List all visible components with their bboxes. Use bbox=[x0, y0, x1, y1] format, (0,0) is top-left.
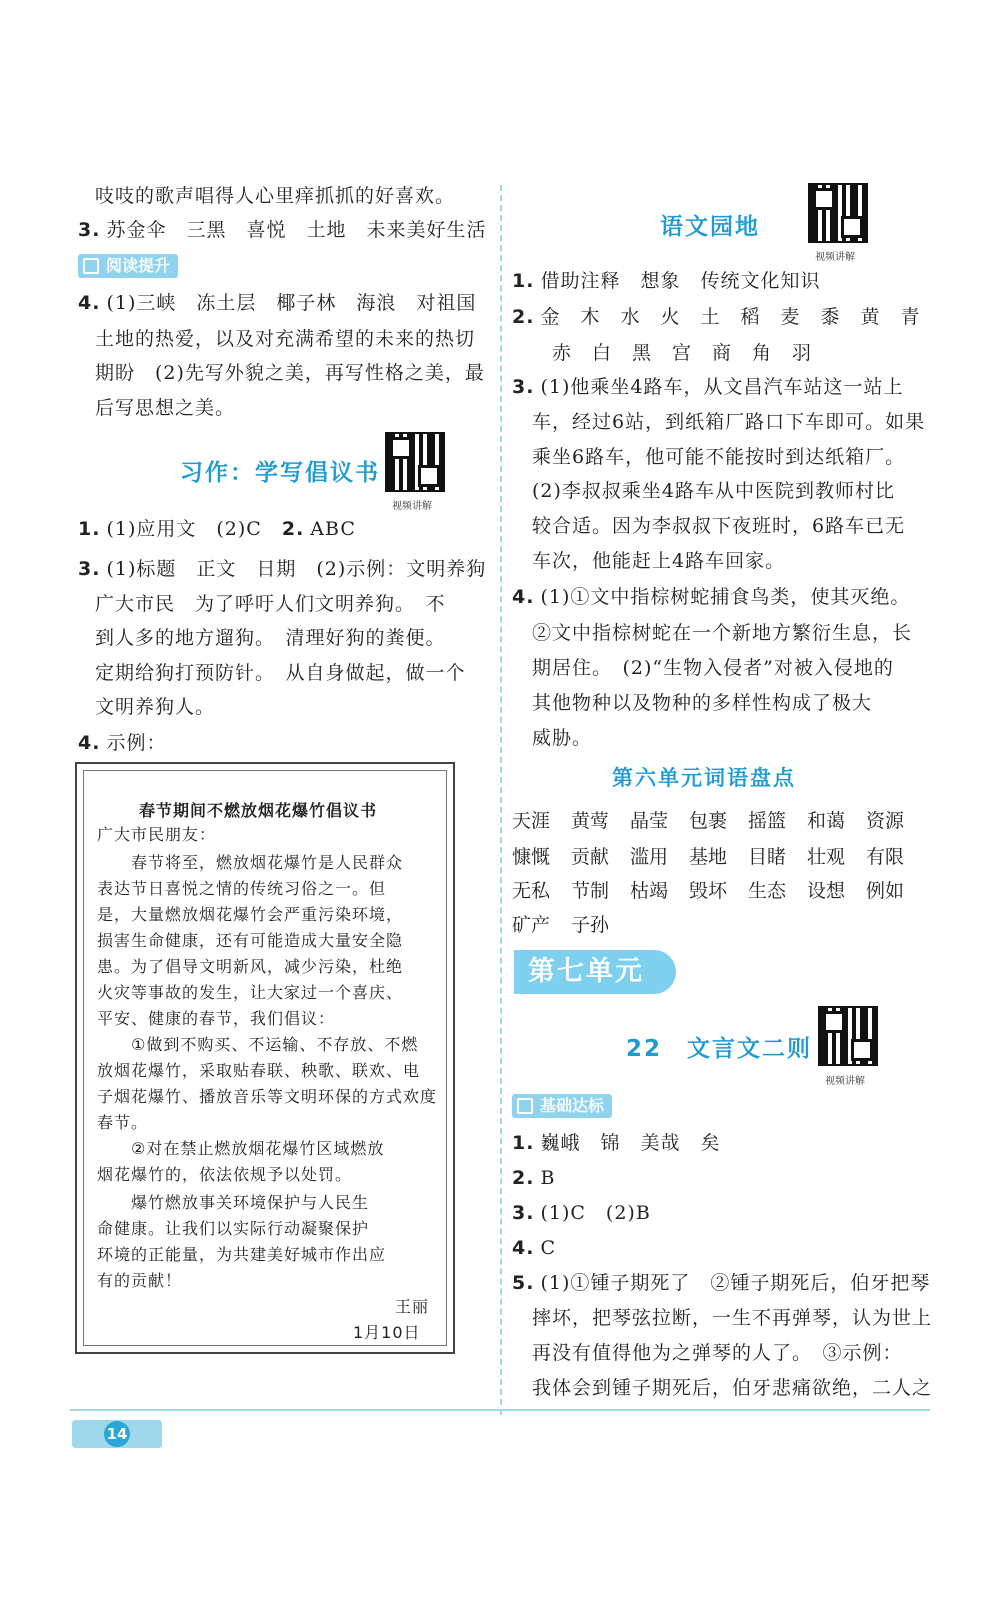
answer-line: 再没有值得他为之弹琴的人了。 ③示例： bbox=[532, 1342, 903, 1364]
letter-line: 放烟花爆竹，采取贴春联、秧歌、联欢、电 bbox=[97, 1061, 421, 1080]
answer-line: 车，经过6站，到纸箱厂路口下车即可。如果 bbox=[532, 411, 926, 433]
vocab-word: 黄莺 bbox=[571, 810, 610, 832]
letter-title: 春节期间不燃放烟花爆竹倡议书 bbox=[139, 801, 378, 820]
vocab-word: 设想 bbox=[807, 880, 846, 902]
vocab-word: 节制 bbox=[571, 880, 610, 902]
letter-date: 1月10日 bbox=[353, 1323, 421, 1342]
letter-line: 损害生命健康，还有可能造成大量安全隐 bbox=[97, 931, 404, 950]
vocab-word: 贡献 bbox=[571, 846, 610, 868]
answer-line: 定期给狗打预防针。 从自身做起，做一个 bbox=[95, 662, 466, 684]
vocab-word: 和蔼 bbox=[807, 810, 846, 832]
page-number: 14 bbox=[104, 1421, 130, 1447]
letter-line: 火灾等事故的发生，让大家过一个喜庆、 bbox=[97, 983, 404, 1002]
letter-line: 是，大量燃放烟花爆竹会严重污染环境， bbox=[97, 905, 404, 924]
vocab-word: 无私 bbox=[512, 880, 551, 902]
answer-line: 其他物种以及物种的多样性构成了极大 bbox=[532, 692, 873, 714]
vocab-word: 有限 bbox=[866, 846, 905, 868]
letter-line: ①做到不购买、不运输、不存放、不燃 bbox=[97, 1035, 419, 1054]
section-title-garden: 语文园地 bbox=[660, 214, 760, 240]
writing-answer-3: 3. (1)标题 正文 日期 (2)示例：文明养狗 bbox=[78, 558, 487, 580]
letter-line: 表达节日喜悦之情的传统习俗之一。但 bbox=[97, 879, 387, 898]
garden-answer-1: 1. 借助注释 想象 传统文化知识 bbox=[512, 270, 821, 292]
answer-line: 文明养狗人。 bbox=[95, 696, 216, 718]
lesson-answer-1: 1. 巍峨 锦 美哉 矣 bbox=[512, 1132, 721, 1154]
answer-line: 期居住。 (2)“生物入侵者”对被入侵地的 bbox=[532, 657, 894, 679]
vocab-word: 例如 bbox=[866, 880, 905, 902]
vocab-word: 壮观 bbox=[807, 846, 846, 868]
garden-answer-2: 2. 金 木 水 火 土 稻 麦 黍 黄 青 bbox=[512, 306, 921, 328]
answer-line: (2)李叔叔乘坐4路车从中医院到教师村比 bbox=[532, 480, 896, 502]
answer-4: 4. (1)三峡 冻土层 椰子林 海浪 对祖国 bbox=[78, 292, 477, 314]
answer-line: 吱吱的歌声唱得人心里痒抓抓的好喜欢。 bbox=[95, 185, 456, 207]
vocab-word: 生态 bbox=[748, 880, 787, 902]
answer-line: 到人多的地方遛狗。 清理好狗的粪便。 bbox=[95, 627, 446, 649]
footer-rule bbox=[70, 1409, 930, 1411]
garden-answer-3: 3. (1)他乘坐4路车，从文昌汽车站这一站上 bbox=[512, 376, 904, 398]
letter-line: 患。为了倡导文明新风，减少污染，杜绝 bbox=[97, 957, 404, 976]
vocab-row bbox=[512, 806, 925, 833]
qr-caption: 视频讲解 bbox=[825, 1076, 865, 1087]
book-icon bbox=[83, 258, 99, 274]
letter-line: 有的贡献！ bbox=[97, 1271, 183, 1290]
page-number-badge bbox=[72, 1420, 162, 1448]
answer-line: 较合适。因为李叔叔下夜班时，6路车已无 bbox=[532, 515, 906, 537]
vocab-word: 天涯 bbox=[512, 810, 551, 832]
letter-line: ②对在禁止燃放烟花爆竹区域燃放 bbox=[97, 1139, 385, 1158]
vocab-word: 子孙 bbox=[571, 914, 610, 936]
letter-line: 环境的正能量，为共建美好城市作出应 bbox=[97, 1245, 387, 1264]
writing-answer-4: 4. 示例： bbox=[78, 732, 167, 754]
letter-signature: 王丽 bbox=[395, 1297, 430, 1316]
lesson-answer-5: 5. (1)①锺子期死了 ②锺子期死后，伯牙把琴 bbox=[512, 1272, 931, 1294]
section-title-vocab: 第六单元词语盘点 bbox=[612, 766, 796, 790]
answer-line: 期盼 (2)先写外貌之美，再写性格之美，最 bbox=[95, 362, 485, 384]
lesson-answer-4: 4. C bbox=[512, 1237, 556, 1259]
answer-line: 威胁。 bbox=[532, 727, 593, 749]
lesson-answer-2: 2. B bbox=[512, 1167, 556, 1189]
letter-line: 命健康。让我们以实际行动凝聚保护 bbox=[97, 1219, 370, 1238]
vocab-word: 基地 bbox=[689, 846, 728, 868]
proposal-letter bbox=[75, 762, 455, 1354]
answer-line: 摔坏，把琴弦拉断，一生不再弹琴，认为世上 bbox=[532, 1307, 933, 1329]
vocab-word: 滥用 bbox=[630, 846, 669, 868]
answer-line: 赤 白 黑 宫 商 角 羽 bbox=[552, 342, 813, 364]
letter-line: 子烟花爆竹、播放音乐等文明环保的方式欢度 bbox=[97, 1087, 438, 1106]
section-title-writing: 习作：学写倡议书 bbox=[180, 460, 380, 486]
answer-line: 乘坐6路车，他可能不能按时到达纸箱厂。 bbox=[532, 446, 906, 468]
vocab-word: 目睹 bbox=[748, 846, 787, 868]
answer-line: 广大市民 为了呼吁人们文明养狗。 不 bbox=[95, 593, 446, 615]
basic-tag: 基础达标 bbox=[512, 1094, 612, 1118]
letter-greeting: 广大市民朋友： bbox=[97, 825, 217, 844]
garden-answer-4: 4. (1)①文中指棕树蛇捕食鸟类，使其灭绝。 bbox=[512, 586, 911, 608]
lesson-answer-3: 3. (1)C (2)B bbox=[512, 1202, 651, 1224]
lesson-title: 22 文言文二则 bbox=[626, 1036, 813, 1062]
vocab-word: 晶莹 bbox=[630, 810, 669, 832]
vocab-word: 矿产 bbox=[512, 914, 551, 936]
qr-caption: 视频讲解 bbox=[392, 501, 432, 512]
vocab-row bbox=[512, 876, 925, 903]
answer-line: 后写思想之美。 bbox=[95, 397, 236, 419]
answer-line: 车次，他能赶上4路车回家。 bbox=[532, 550, 786, 572]
vocab-row bbox=[512, 842, 925, 869]
letter-line: 平安、健康的春节，我们倡议： bbox=[97, 1009, 336, 1028]
writing-answer-1: 1. (1)应用文 (2)C 2. ABC bbox=[78, 518, 356, 540]
reading-tag: 阅读提升 bbox=[78, 254, 178, 278]
qr-caption: 视频讲解 bbox=[815, 252, 855, 263]
answer-3: 3. 苏金伞 三黑 喜悦 土地 未来美好生活 bbox=[78, 219, 487, 241]
letter-line: 春节将至，燃放烟花爆竹是人民群众 bbox=[97, 853, 404, 872]
letter-line: 烟花爆竹的，依法依规予以处罚。 bbox=[97, 1165, 353, 1184]
answer-line: 土地的热爱，以及对充满希望的未来的热切 bbox=[95, 328, 476, 350]
vocab-word: 资源 bbox=[866, 810, 905, 832]
column-divider bbox=[500, 185, 502, 1415]
vocab-word: 毁坏 bbox=[689, 880, 728, 902]
unit-banner: 第七单元 bbox=[514, 950, 676, 994]
answer-line: 我体会到锺子期死后，伯牙悲痛欲绝，二人之 bbox=[532, 1377, 933, 1399]
letter-line: 春节。 bbox=[97, 1113, 149, 1132]
qr-code-icon[interactable] bbox=[385, 432, 445, 492]
qr-code-icon[interactable] bbox=[818, 1006, 878, 1066]
qr-code-icon[interactable] bbox=[808, 183, 868, 243]
vocab-word: 慷慨 bbox=[512, 846, 551, 868]
letter-line: 爆竹燃放事关环境保护与人民生 bbox=[97, 1193, 370, 1212]
vocab-word: 摇篮 bbox=[748, 810, 787, 832]
answer-line: ②文中指棕树蛇在一个新地方繁衍生息，长 bbox=[532, 622, 913, 644]
book-icon bbox=[517, 1098, 533, 1114]
vocab-row bbox=[512, 910, 630, 937]
vocab-word: 枯竭 bbox=[630, 880, 669, 902]
vocab-word: 包裹 bbox=[689, 810, 728, 832]
